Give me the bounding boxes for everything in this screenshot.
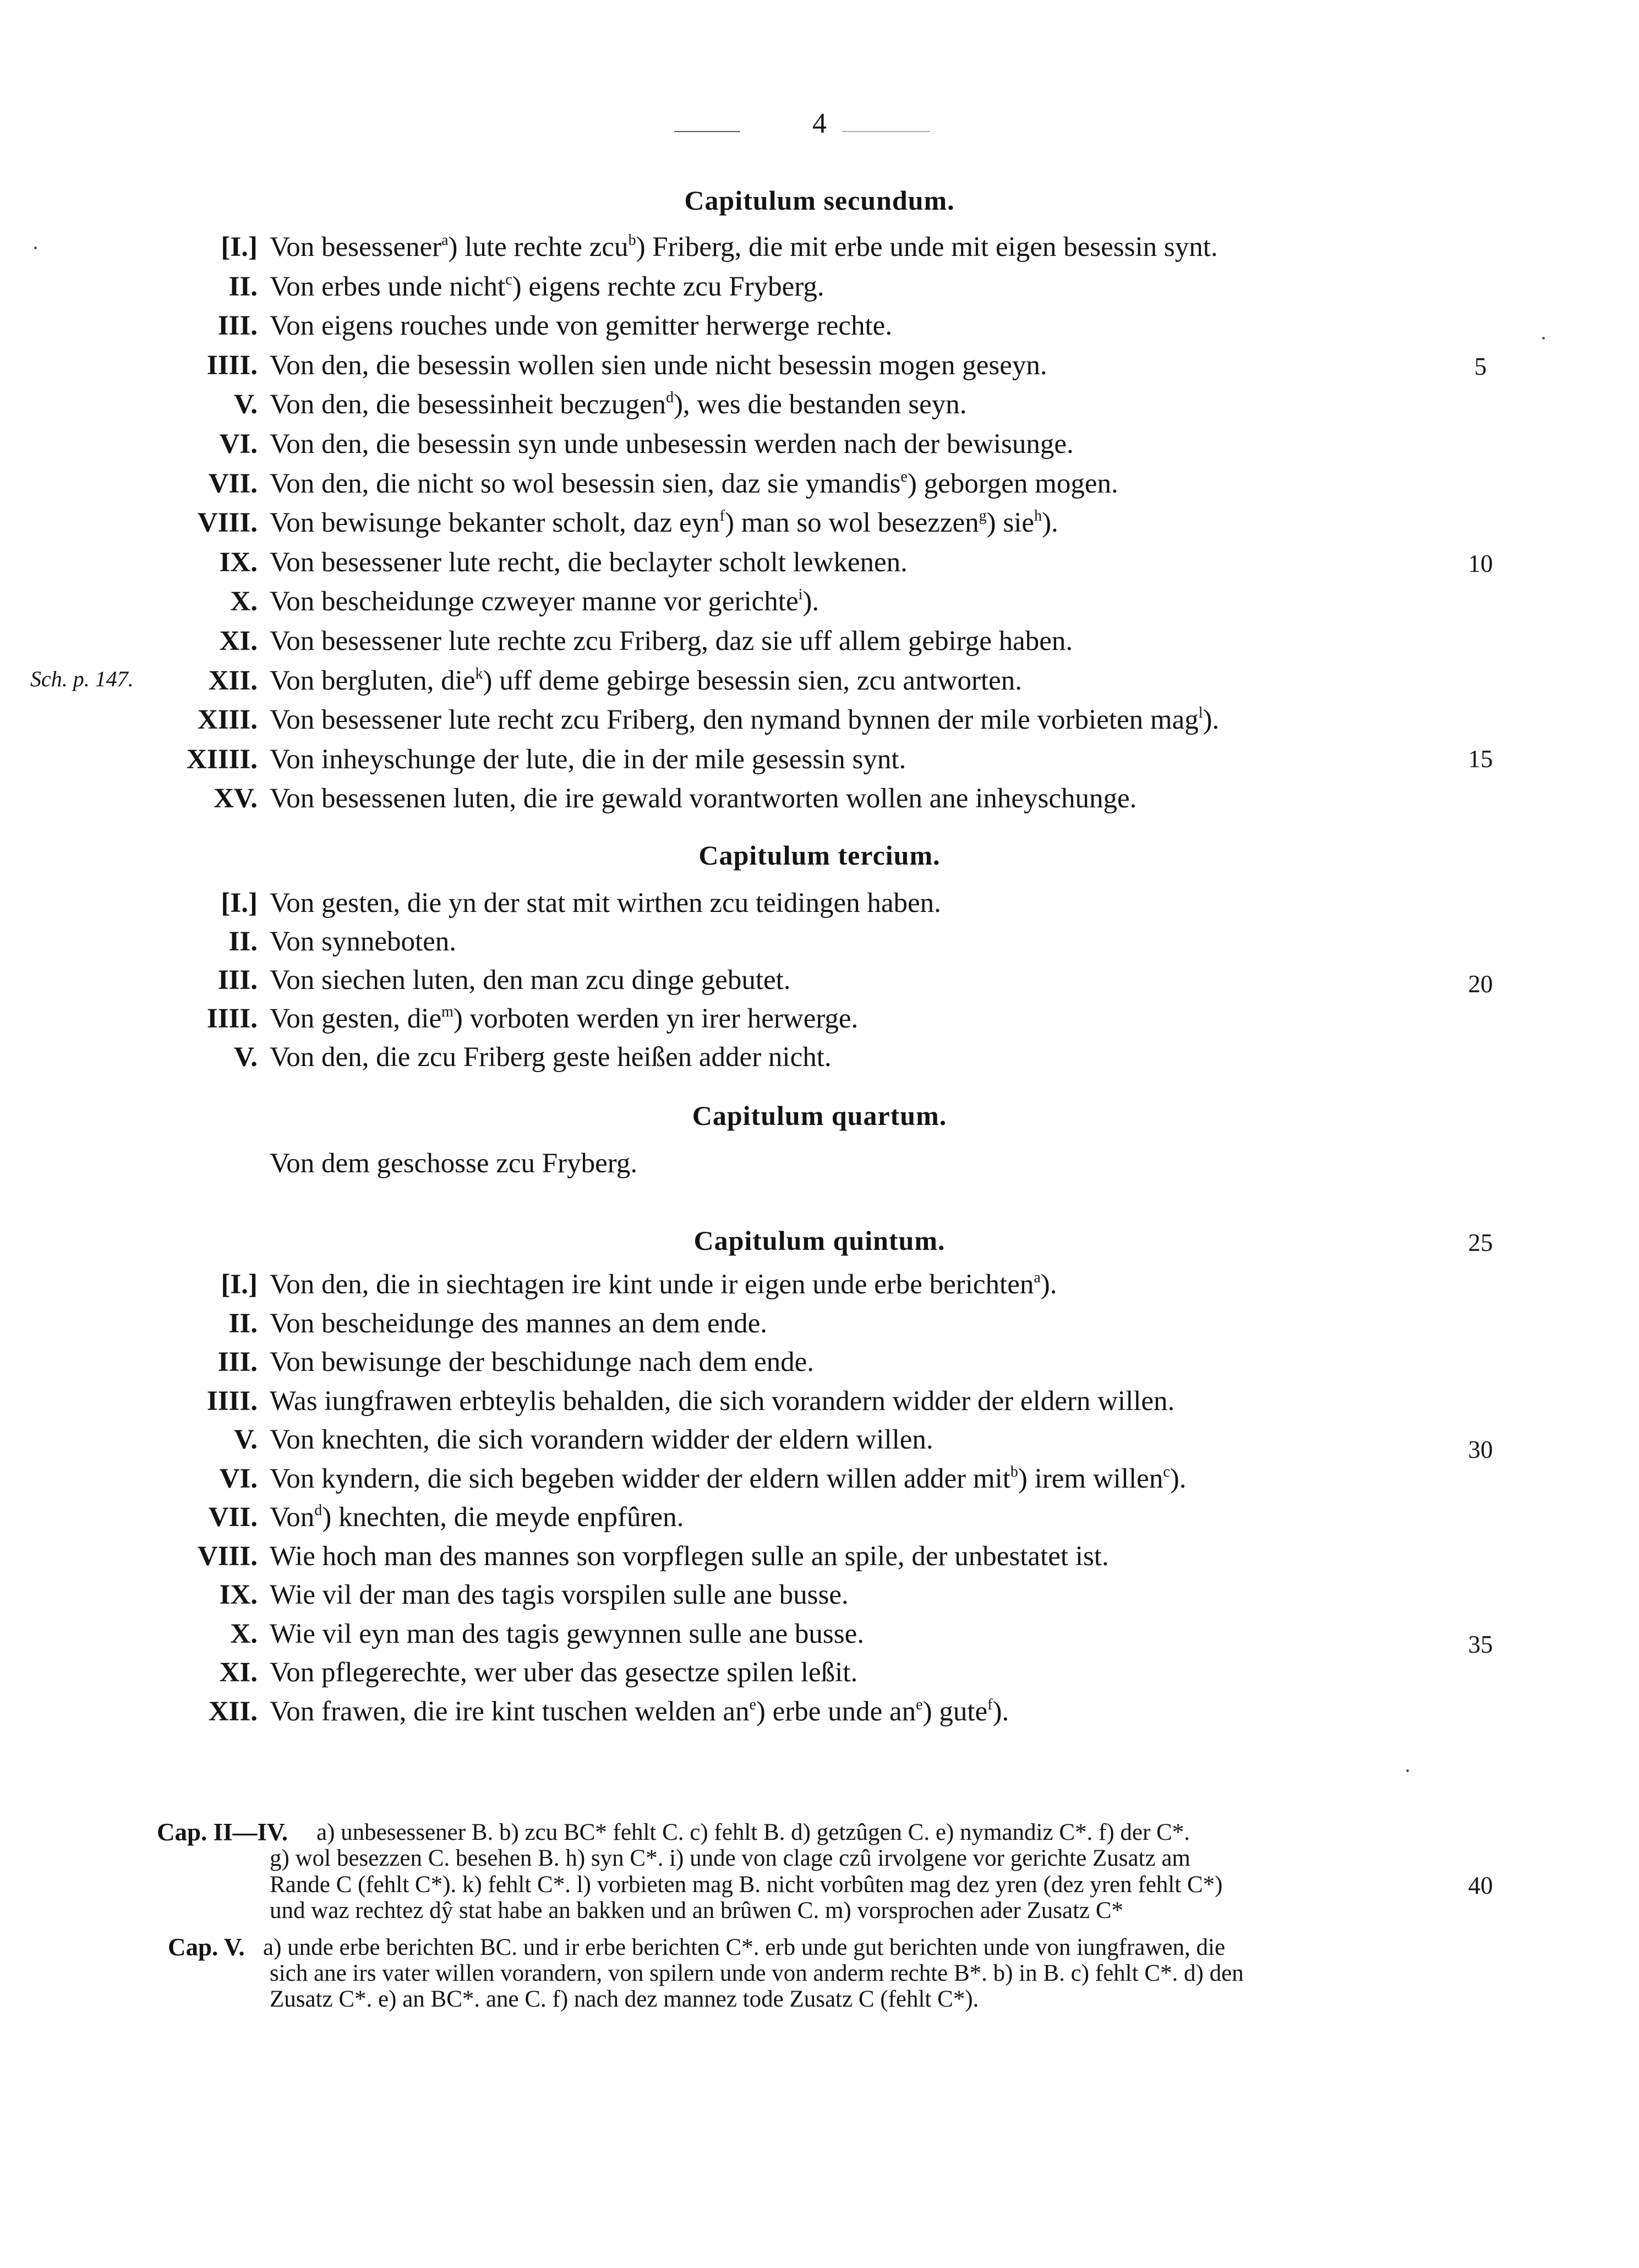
footnote-label: Cap. V. xyxy=(168,1933,245,1961)
entry-text xyxy=(270,1346,814,1378)
toc-entry xyxy=(0,1147,1639,1186)
entry-number: X. xyxy=(230,1619,258,1649)
entry-number: XV. xyxy=(214,783,258,814)
line-number: 40 xyxy=(1468,1872,1493,1899)
entry-text-part: Von den, die in siechtagen ire kint unde ir eigen unde erbe berichten xyxy=(270,1269,1034,1300)
entry-number: [I.] xyxy=(221,232,258,263)
footnote-line: und waz rechtez dŷ stat habe an bakken und an brûwen C. m) vorsprochen ader Zusatz C* xyxy=(270,1898,1124,1923)
entry-number: III. xyxy=(217,965,258,996)
toc-entry xyxy=(0,271,1639,309)
entry-number: V. xyxy=(233,389,258,420)
toc-entry xyxy=(0,1657,1639,1695)
entry-number: II. xyxy=(228,1308,258,1339)
footnote-line: a) unbesessener B. b) zcu BC* fehlt C. c) fehlt B. d) getzûgen C. e) nymandiz C*. f) der C*. xyxy=(316,1819,1190,1845)
entry-text xyxy=(270,310,892,342)
chapter-heading: Capitulum tercium. xyxy=(698,840,941,871)
entry-text xyxy=(270,1463,1187,1495)
footnote-marker: b xyxy=(628,232,636,249)
entry-text-part: Von besessener xyxy=(270,232,442,263)
footnote-marker: e xyxy=(916,1696,923,1713)
entry-text-part: Von den, die nicht so wol besessin sien, daz sie ymandis xyxy=(270,468,901,499)
footnote-marker: m xyxy=(441,1003,454,1020)
footnote-line: sich ane irs vater willen vorandern, von spilern unde von anderm rechte B*. b) in B. c) fehlt C*. d) den xyxy=(270,1960,1244,1986)
entry-number: IIII. xyxy=(206,1386,258,1417)
entry-text-part: Von den, die besessin wollen sien unde nicht besessin mogen geseyn. xyxy=(270,350,1047,381)
entry-text-part: Von bescheidunge des mannes an dem ende. xyxy=(270,1308,768,1339)
line-number: 35 xyxy=(1468,1631,1493,1658)
entry-text xyxy=(270,704,1219,736)
entry-text xyxy=(270,507,1058,539)
entry-text xyxy=(270,887,941,919)
entry-number: XIIII. xyxy=(187,744,258,775)
toc-entry xyxy=(0,887,1639,926)
entry-text-part: ) uff deme gebirge besessin sien, zcu antworten. xyxy=(483,665,1023,696)
entry-text-part: ). xyxy=(802,586,820,617)
toc-entry xyxy=(0,310,1639,348)
footnote-marker: k xyxy=(475,665,483,682)
entry-text-part: Von bergluten, die xyxy=(270,665,476,696)
entry-text-part: ) lute rechte zcu xyxy=(448,232,629,263)
entry-number: VI. xyxy=(219,429,258,460)
toc-entry xyxy=(0,349,1639,388)
entry-text xyxy=(270,665,1022,697)
footnote-line: Rande C (fehlt C*). k) fehlt C*. l) vorbieten mag B. nicht vorbûten mag dez yren (dez yren fehlt C*) xyxy=(270,1872,1223,1898)
scan-speck xyxy=(1542,337,1545,340)
footnote-marker: e xyxy=(900,468,908,485)
entry-text-part: Von besessenen luten, die ire gewald vorantworten wollen ane inheyschunge. xyxy=(270,783,1137,814)
footnote-marker: a xyxy=(1034,1269,1041,1286)
entry-text xyxy=(270,271,824,303)
entry-text xyxy=(270,586,819,617)
toc-entry xyxy=(0,1463,1639,1501)
entry-number: [I.] xyxy=(221,888,258,919)
entry-number: II. xyxy=(228,271,258,302)
footnote-marker: h xyxy=(1034,507,1042,524)
entry-text-part: Von frawen, die ire kint tuschen welden an xyxy=(270,1696,750,1727)
toc-entry xyxy=(0,468,1639,506)
entry-number: X. xyxy=(230,586,258,617)
entry-number: IX. xyxy=(219,547,258,578)
entry-number: III. xyxy=(217,1347,258,1378)
footnote-line: a) unde erbe berichten BC. und ir erbe berichten C*. erb unde gut berichten unde von iungfrawen, die xyxy=(263,1934,1226,1960)
entry-text-part: Wie vil eyn man des tagis gewynnen sulle ane busse. xyxy=(270,1619,865,1649)
footnote-marker: f xyxy=(719,507,725,524)
entry-text-part: Von besessener lute recht zcu Friberg, den nymand bynnen der mile vorbieten mag xyxy=(270,704,1199,735)
entry-text-part: Von bewisunge der beschidunge nach dem ende. xyxy=(270,1347,815,1378)
entry-number: XII. xyxy=(208,665,258,696)
entry-number: VII. xyxy=(208,1502,258,1533)
toc-entry xyxy=(0,1308,1639,1346)
footnote-marker: c xyxy=(505,271,512,288)
line-number: 20 xyxy=(1468,970,1493,998)
entry-text-part: ). xyxy=(1042,507,1058,538)
toc-entry xyxy=(0,1385,1639,1424)
entry-text-part: ), wes die bestanden seyn. xyxy=(673,389,967,420)
entry-text xyxy=(270,964,791,996)
footnote-marker: g xyxy=(979,507,987,524)
line-number: 30 xyxy=(1468,1436,1493,1463)
toc-entry xyxy=(0,546,1639,585)
entry-text-part: ) eigens rechte zcu Fryberg. xyxy=(512,271,824,302)
footnote-marker: d xyxy=(314,1502,323,1519)
entry-text-part: Was iungfrawen erbteylis behalden, die sich vorandern widder der eldern willen. xyxy=(270,1386,1175,1417)
entry-number: IIII. xyxy=(206,350,258,381)
entry-text-part: Von den, die besessinheit beczugen xyxy=(270,389,666,420)
entry-text-part: Von kyndern, die sich begeben widder der eldern willen adder mit xyxy=(270,1463,1010,1494)
entry-text xyxy=(270,349,1047,381)
entry-text xyxy=(270,1308,767,1340)
footnote-marker: f xyxy=(987,1696,993,1713)
toc-entry xyxy=(0,428,1639,467)
entry-text-part: ). xyxy=(1170,1463,1187,1494)
toc-entry xyxy=(0,926,1639,964)
toc-entry xyxy=(0,1696,1639,1734)
entry-number: XII. xyxy=(208,1696,258,1727)
entry-number: IIII. xyxy=(206,1003,258,1034)
entry-text-part: ). xyxy=(992,1696,1009,1727)
scan-speck xyxy=(1406,1769,1409,1772)
page-number: 4 xyxy=(812,108,827,139)
entry-text-part: ) gute xyxy=(922,1696,988,1727)
toc-entry xyxy=(0,704,1639,742)
entry-text xyxy=(270,625,1073,657)
toc-entry xyxy=(0,1424,1639,1462)
entry-number: VIII. xyxy=(197,1541,258,1572)
entry-text xyxy=(270,1696,1009,1728)
toc-entry xyxy=(0,389,1639,427)
entry-text xyxy=(270,1269,1057,1300)
entry-text xyxy=(270,1657,857,1688)
entry-text-part: Von siechen luten, den man zcu dinge gebutet. xyxy=(270,965,791,996)
entry-text xyxy=(270,1424,933,1456)
margin-reference: Sch. p. 147. xyxy=(30,666,134,691)
toc-entry xyxy=(0,1346,1639,1385)
entry-text-part: ) man so wol besezzen xyxy=(725,507,979,538)
entry-number: IX. xyxy=(219,1580,258,1610)
footnote-marker: l xyxy=(1198,704,1203,722)
entry-text xyxy=(270,1003,858,1035)
entry-text-part: Von pflegerechte, wer uber das gesectze spilen leßit. xyxy=(270,1657,858,1688)
entry-text-part: Von eigens rouches unde von gemitter herwerge rechte. xyxy=(270,310,893,341)
entry-text xyxy=(270,428,1074,460)
entry-text-part: Wie hoch man des mannes son vorpflegen sulle an spile, der unbestatet ist. xyxy=(270,1541,1109,1572)
toc-entry xyxy=(0,231,1639,270)
entry-text xyxy=(270,1618,864,1650)
toc-entry xyxy=(0,744,1639,782)
entry-text-part: ) irem willen xyxy=(1018,1463,1163,1494)
toc-entry xyxy=(0,1618,1639,1657)
entry-text-part: ) Friberg, die mit erbe unde mit eigen besessin synt. xyxy=(636,232,1218,263)
toc-entry xyxy=(0,964,1639,1003)
entry-text xyxy=(270,546,908,578)
entry-text-part: ). xyxy=(1203,704,1220,735)
entry-number: [I.] xyxy=(221,1269,258,1300)
entry-text xyxy=(270,783,1137,815)
entry-text-part: Von dem geschosse zcu Fryberg. xyxy=(270,1148,638,1179)
entry-text-part: Von xyxy=(270,1502,315,1533)
entry-text-part: Von bewisunge bekanter scholt, daz eyn xyxy=(270,507,720,538)
entry-number: VI. xyxy=(219,1463,258,1494)
entry-number: II. xyxy=(228,926,258,957)
entry-text-part: Wie vil der man des tagis vorspilen sulle ane busse. xyxy=(270,1580,849,1610)
toc-entry xyxy=(0,665,1639,703)
chapter-heading: Capitulum quartum. xyxy=(692,1100,947,1131)
entry-number: XIII. xyxy=(197,704,258,735)
entry-text-part: Von gesten, die yn der stat mit wirthen zcu teidingen haben. xyxy=(270,888,941,919)
footnote-marker: b xyxy=(1010,1463,1018,1480)
scan-speck xyxy=(34,247,37,249)
entry-text-part: ) vorboten werden yn irer herwerge. xyxy=(453,1003,859,1034)
entry-text-part: Von synneboten. xyxy=(270,926,457,957)
entry-text xyxy=(270,926,456,958)
footnote-marker: c xyxy=(1163,1463,1170,1480)
entry-text-part: Von besessener lute recht, die beclayter scholt lewkenen. xyxy=(270,547,908,578)
entry-text-part: ) geborgen mogen. xyxy=(907,468,1118,499)
chapter-heading: Capitulum secundum. xyxy=(684,185,955,216)
footnote-marker: e xyxy=(749,1696,756,1713)
entry-text-part: ) sie xyxy=(986,507,1035,538)
header-rule-right xyxy=(842,131,930,132)
entry-text xyxy=(270,1540,1109,1572)
entry-number: V. xyxy=(233,1042,258,1073)
toc-entry xyxy=(0,1003,1639,1041)
line-number: 25 xyxy=(1468,1229,1493,1256)
toc-entry xyxy=(0,586,1639,624)
entry-text xyxy=(270,744,906,775)
toc-entry xyxy=(0,625,1639,664)
entry-text-part: ) erbe unde an xyxy=(756,1696,916,1727)
toc-entry xyxy=(0,1540,1639,1579)
entry-text xyxy=(270,389,966,420)
entry-number: VIII. xyxy=(197,507,258,538)
entry-text xyxy=(270,1501,684,1533)
toc-entry xyxy=(0,1269,1639,1307)
entry-text xyxy=(270,468,1118,500)
entry-text-part: ). xyxy=(1040,1269,1057,1300)
line-number: 5 xyxy=(1474,353,1487,380)
toc-entry xyxy=(0,507,1639,545)
entry-number: XI. xyxy=(219,626,258,657)
toc-entry xyxy=(0,1041,1639,1080)
toc-entry xyxy=(0,1579,1639,1617)
chapter-heading: Capitulum quintum. xyxy=(693,1225,946,1256)
entry-text-part: Von besessener lute rechte zcu Friberg, daz sie uff allem gebirge haben. xyxy=(270,626,1073,657)
entry-text xyxy=(270,1041,832,1073)
footnote-label: Cap. II—IV. xyxy=(157,1818,288,1846)
entry-text-part: Von knechten, die sich vorandern widder der eldern willen. xyxy=(270,1424,933,1455)
entry-number: V. xyxy=(233,1424,258,1455)
entry-text xyxy=(270,1579,849,1611)
footnote-line: Zusatz C*. e) an BC*. ane C. f) nach dez mannez tode Zusatz C (fehlt C*). xyxy=(270,1986,979,2012)
line-number: 10 xyxy=(1468,550,1493,577)
entry-text-part: Von den, die besessin syn unde unbesessin werden nach der bewisunge. xyxy=(270,429,1074,460)
entry-number: XI. xyxy=(219,1657,258,1688)
footnote-marker: a xyxy=(441,232,449,249)
toc-entry xyxy=(0,1501,1639,1540)
footnote-line: g) wol besezzen C. besehen B. h) syn C*. i) unde von clage czû irvolgene vor gerichte Zusatz am xyxy=(270,1845,1190,1871)
toc-entry xyxy=(0,783,1639,821)
entry-text-part: ) knechten, die meyde enpfûren. xyxy=(322,1502,684,1533)
entry-text xyxy=(270,231,1218,263)
entry-number: VII. xyxy=(208,468,258,499)
entry-text-part: Von inheyschunge der lute, die in der mile gesessin synt. xyxy=(270,744,906,775)
entry-text xyxy=(270,1385,1174,1417)
footnote-marker: i xyxy=(798,586,803,603)
line-number: 15 xyxy=(1468,745,1493,773)
entry-text xyxy=(270,1147,637,1179)
entry-text-part: Von gesten, die xyxy=(270,1003,442,1034)
entry-text-part: Von erbes unde nicht xyxy=(270,271,506,302)
entry-number: III. xyxy=(217,310,258,341)
entry-text-part: Von den, die zcu Friberg geste heißen adder nicht. xyxy=(270,1042,832,1073)
entry-text-part: Von bescheidunge czweyer manne vor gerichte xyxy=(270,586,799,617)
footnote-marker: d xyxy=(665,389,674,406)
